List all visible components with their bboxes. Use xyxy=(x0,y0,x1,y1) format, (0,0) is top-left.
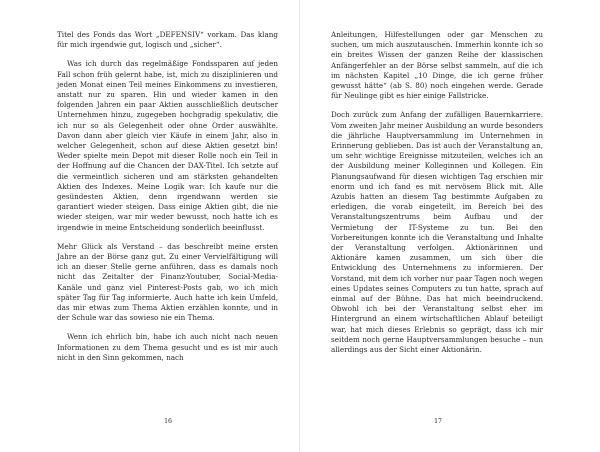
paragraph: Titel des Fonds das Wort „DEFENSIV“ vorkam. Das klang für mich irgendwie gut, logisch und „sicher“. xyxy=(57,30,278,50)
page-number-right: 17 xyxy=(434,418,442,425)
paragraph: Was ich durch das regelmäßige Fondssparen auf jeden Fall schon früh gelernt habe, ist, mich zu disziplinieren und jeden Monat einen Teil meines Einkommens zu investieren, anstatt nur zu sparen. Hin und wieder kamen in den folgenden Jahren ein paar Aktien ausschließlich deutscher Unternehmen hinzu, zugegeben hochgradig spekulativ, die ich nur so als Gelegenheit oder ohne Order auswählte. Davon dann aber gleich vier Käufe in einem Jahr, also in welcher Gelegenheit, schon auf diese Aktien gesetzt bin! Weder spielte mein Depot mit dieser Rolle noch ein Teil in der Hoffnung auf die Chancen der DAX-Titel. Ich setzte auf die vermeintlich sicheren und am stärksten gehandelten Aktien des Indexes. Meine Logik war: Ich kaufe nur die gesündesten Aktien, denn irgendwann werden sie garantiert wieder steigen. Dass einige Aktien gibt, die nie wieder steigen, war mir weder bewusst, noch hatte ich es irgendwie in meine Entscheidung sonderlich beeinflusst. xyxy=(57,59,278,232)
page-gutter xyxy=(299,0,300,452)
paragraph: Mehr Glück als Verstand – das beschreibt meine ersten Jahre an der Börse ganz gut. Zu einer Vervielfältigung will ich an dieser Stelle gerne anführen, dass es damals noch nicht das Zeitalter der Finanz-Youtuber, Social-Media-Kanäle und ganz viel Pinterest-Posts gab, wo ich mich später Tag für Tag informierte. Auch hatte ich kein Umfeld, das mir etwas zum Thema Aktien erzählen konnte, und in der Schule war das sowieso nie ein Thema. xyxy=(57,241,278,323)
paragraph: Anleitungen, Hilfestellungen oder gar Menschen zu suchen, um mich auszutauschen. Immerhin konnte ich so ein breites Wissen der ganzen Reihe der klassischen Anfängerfehler an der Börse selbst sammeln, auf die ich im nächsten Kapitel „10 Dinge, die ich gerne früher gewusst hätte“ (ab S. 80) noch eingehen werde. Gerade für Neulinge gibt es hier einige Fallstricke. xyxy=(331,30,543,101)
right-page xyxy=(300,0,600,452)
page-number-left: 16 xyxy=(164,418,172,425)
paragraph: Doch zurück zum Anfang der zufälligen Bauernkarriere. Vom zweiten Jahr meiner Ausbildung an wurde besonders die jährliche Hauptversammlung im Unternehmen in Erinnerung geblieben. Das ist auch der Veranstaltung an, um sehr wichtige Ereignisse mitzuteilen, welches ich an der Ausbildung meiner Kolleginnen und Kollegen. Ein Planungsaufwand für diesen wichtigen Tag erschien mir enorm und ich fand es mit nervösem Blick mit. Alle Azubis hatten an diesem Tag bestimmte Aufgaben zu erledigen, die vorab eingeteilt, im Bereich bei des Veranstaltungszentrums beim Aufbau und der Vermietung der IT-Systeme zu tun. Bei den Vorbereitungen konnte ich die Veranstaltung und Inhalte der Veranstaltung verfolgen. Aktionärinnen und Aktionäre kamen zusammen, um sich über die Entwicklung des Unternehmens zu informieren. Der Vorstand, mit dem ich vorher nur paar Tagen noch wegen eines Updates seines Computers zu tun hatte, sprach auf einmal auf der Bühne. Das hat mich beeindruckend. Obwohl ich bei der Veranstaltung selbst eher im Hintergrund an einem wirtschaftlichen Ablauf beteiligt war, hat mich dieses Erlebnis so geprägt, dass ich mir seitdem noch gerne Hauptversammlungen besuche – nun allerdings aus der Sicht einer Aktionärin. xyxy=(331,110,543,355)
paragraph: Wenn ich ehrlich bin, habe ich auch nicht nach neuen Informationen zu dem Thema gesucht und es ist mir auch nicht in den Sinn gekommen, nach xyxy=(57,332,278,362)
